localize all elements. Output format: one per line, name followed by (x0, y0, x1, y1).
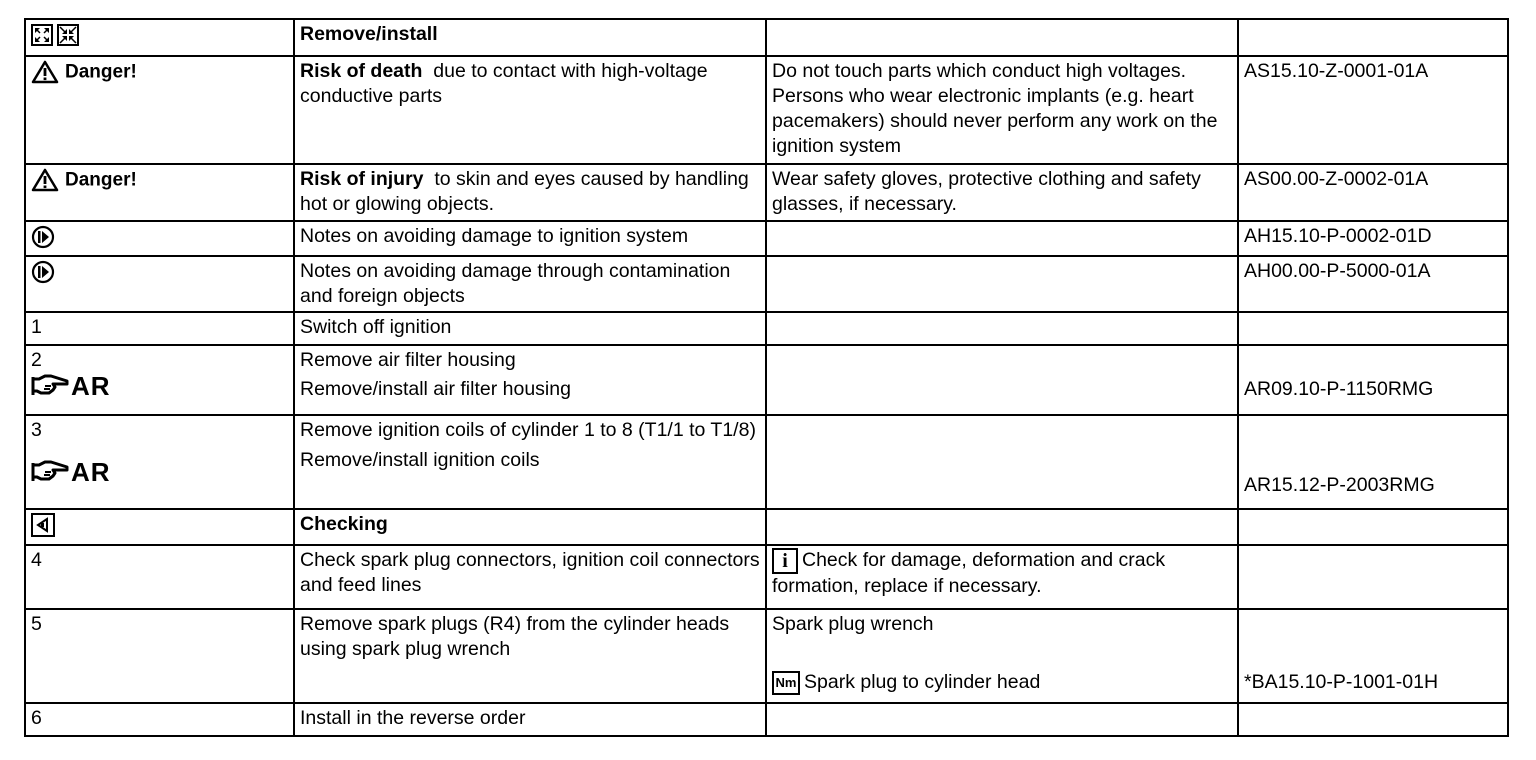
danger-label: Danger! (65, 61, 137, 83)
checking-title: Checking (294, 509, 766, 545)
info-cell (766, 545, 1238, 609)
step-row (25, 415, 1508, 509)
risk-bold: Risk of death (300, 60, 423, 82)
expand-arrows-icon (31, 24, 53, 46)
ar-text: Remove/install ignition coils (300, 449, 540, 471)
step-text-cell (294, 345, 766, 415)
header-icons-cell (25, 19, 294, 56)
step-number: 6 (25, 703, 294, 736)
reference-cell: AH15.10-P-0002-01D (1238, 221, 1508, 256)
danger-cell (25, 164, 294, 221)
step-number-cell (25, 345, 294, 415)
note-text: Notes on avoiding damage to ignition system (294, 221, 766, 256)
ar-label: AR (71, 456, 111, 487)
step-number: 4 (25, 545, 294, 609)
step-text: Remove spark plugs (R4) from the cylinder heads using spark plug wrench (294, 609, 766, 703)
info-text: Check for damage, deformation and crack formation, replace if necessary. (772, 549, 1166, 597)
risk-cell (294, 164, 766, 221)
step-number: 5 (25, 609, 294, 703)
warning-row (25, 56, 1508, 164)
torque-text: Spark plug to cylinder head (804, 671, 1041, 693)
danger-label: Danger! (65, 169, 137, 191)
step-row (25, 312, 1508, 345)
reference-cell: AH00.00-P-5000-01A (1238, 256, 1508, 312)
pointing-hand-icon (31, 373, 69, 399)
step-text: Remove air filter housing (300, 349, 516, 371)
ar-reference-marker (31, 370, 111, 401)
reference-cell: AS00.00-Z-0002-01A (1238, 164, 1508, 221)
risk-cell (294, 56, 766, 164)
reference-cell (1238, 345, 1508, 415)
checking-icon-cell (25, 509, 294, 545)
note-row (25, 256, 1508, 312)
note-text: Notes on avoiding damage through contamination and foreign objects (294, 256, 766, 312)
warning-triangle-icon (31, 168, 59, 192)
risk-text: to skin and eyes caused by handling hot or glowing objects. (300, 168, 749, 215)
torque-reference: *BA15.10-P-1001-01H (1244, 671, 1439, 693)
step-number-cell (25, 415, 294, 509)
note-row (25, 221, 1508, 256)
step-text: Check spark plug connectors, ignition coil connectors and feed lines (294, 545, 766, 609)
warning-triangle-icon (31, 60, 59, 84)
note-circle-icon (31, 225, 55, 249)
reference-cell (1238, 609, 1508, 703)
step-row (25, 545, 1508, 609)
tool-text: Spark plug wrench (772, 613, 934, 635)
step-number: 2 (31, 349, 42, 371)
step-text-cell (294, 415, 766, 509)
step-text: Switch off ignition (294, 312, 766, 345)
risk-bold: Risk of injury (300, 168, 424, 190)
pointing-hand-icon (31, 459, 69, 485)
note-icon-cell (25, 221, 294, 256)
step-row (25, 345, 1508, 415)
danger-cell (25, 56, 294, 164)
warning-row (25, 164, 1508, 221)
ar-reference: AR09.10-P-1150RMG (1244, 378, 1434, 400)
ar-text: Remove/install air filter housing (300, 378, 571, 400)
check-back-icon (31, 513, 55, 537)
collapse-arrows-icon (57, 24, 79, 46)
section-title: Remove/install (294, 19, 766, 56)
step-text: Remove ignition coils of cylinder 1 to 8 (T1/1 to T1/8) (300, 419, 756, 441)
reference-cell (1238, 415, 1508, 509)
ar-reference-marker (31, 456, 111, 487)
ar-reference: AR15.12-P-2003RMG (1244, 474, 1435, 496)
measure-cell: Do not touch parts which conduct high voltages. Persons who wear electronic implants (e.g. heart pacemakers) should never perform any work on the ignition system (766, 56, 1238, 164)
step-row (25, 609, 1508, 703)
tool-cell (766, 609, 1238, 703)
note-circle-icon (31, 260, 55, 284)
reference-cell: AS15.10-Z-0001-01A (1238, 56, 1508, 164)
procedure-table (24, 18, 1509, 737)
note-icon-cell (25, 256, 294, 312)
risk-text: due to contact with high-voltage conductive parts (300, 60, 708, 107)
info-icon: i (772, 548, 798, 574)
torque-nm-icon: Nm (772, 671, 800, 695)
step-number: 1 (25, 312, 294, 345)
step-text: Install in the reverse order (294, 703, 766, 736)
step-row (25, 703, 1508, 736)
ar-label: AR (71, 370, 111, 401)
step-number: 3 (31, 419, 42, 441)
header-row (25, 19, 1508, 56)
measure-cell: Wear safety gloves, protective clothing and safety glasses, if necessary. (766, 164, 1238, 221)
checking-row (25, 509, 1508, 545)
